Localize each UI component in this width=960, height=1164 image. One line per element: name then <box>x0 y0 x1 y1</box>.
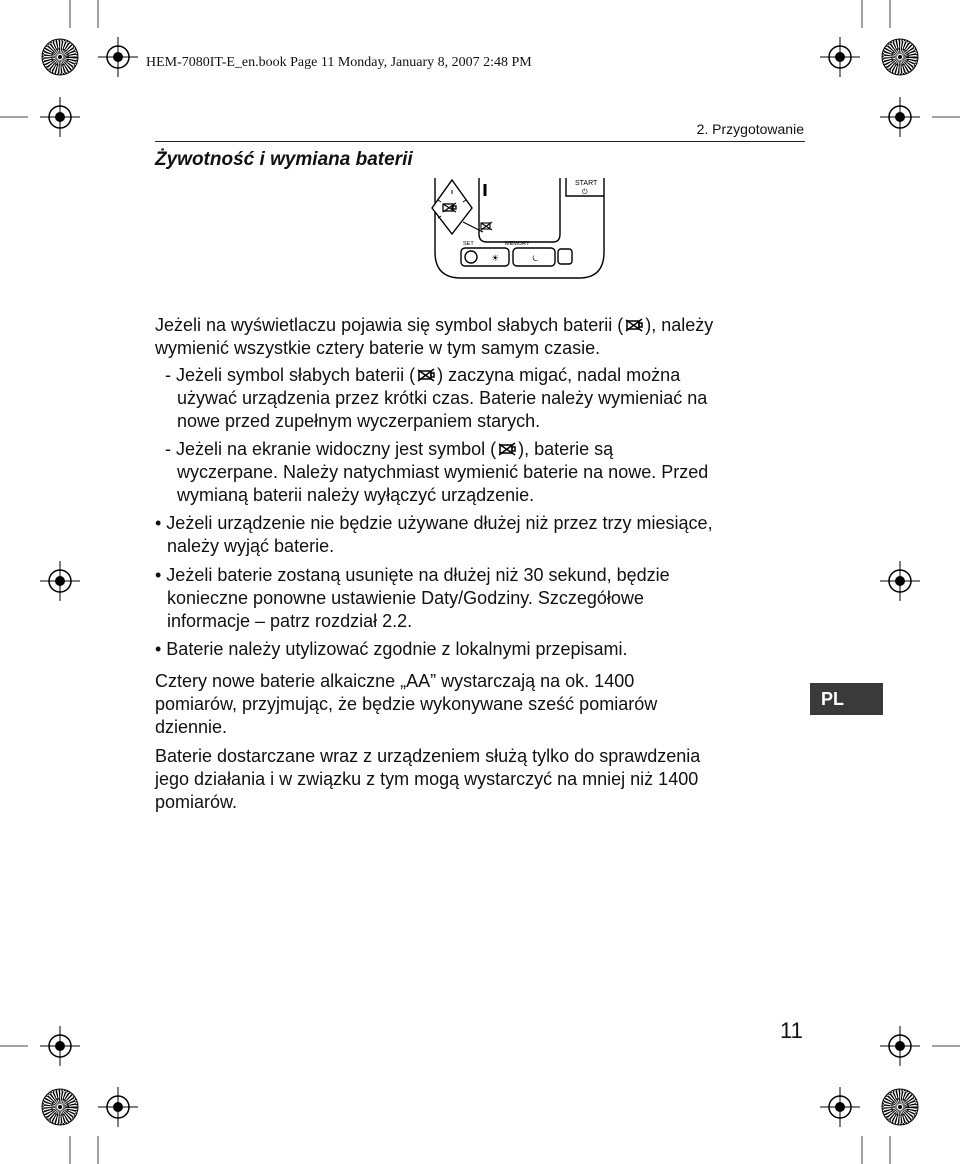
radial-target-icon <box>880 1087 920 1127</box>
svg-text:⏾: ⏾ <box>532 254 540 264</box>
language-tab: PL <box>810 683 883 715</box>
dash1-line-1: - Jeżeli symbol słabych baterii ( ) zaczyna migać, nadal można <box>165 365 681 385</box>
memory-label: MEMORY <box>505 241 530 247</box>
registration-mark-icon <box>820 1087 860 1127</box>
para2-line-3: pomiarów. <box>155 792 238 812</box>
section-title: Żywotność i wymiana baterii <box>155 149 413 170</box>
set-label: SET <box>463 241 474 247</box>
registration-mark-icon <box>40 97 80 137</box>
bullet1-line-2: należy wyjąć baterie. <box>167 536 335 556</box>
svg-text:☀: ☀ <box>491 254 500 264</box>
dash1-line-2: używać urządzenia przez krótki czas. Baterie należy wymieniać na <box>177 388 708 408</box>
para1-line-2: pomiarów, przyjmując, że będzie wykonywane sześć pomiarów <box>155 694 658 714</box>
para1-line-1: Cztery nowe baterie alkaiczne „AA” wystarczają na ok. 1400 <box>155 671 635 691</box>
radial-target-icon <box>40 37 80 77</box>
radial-target-icon <box>880 37 920 77</box>
device-illustration <box>425 172 610 287</box>
registration-mark-icon <box>880 1026 920 1066</box>
bullet2-line-3: informacje – patrz rozdział 2.2. <box>167 611 413 631</box>
dash2-line-1: - Jeżeli na ekranie widoczny jest symbol ( ), baterie są <box>165 439 614 459</box>
bullet1-line-1: • Jeżeli urządzenie nie będzie używane dłużej niż przez trzy miesiące, <box>155 513 713 533</box>
registration-mark-icon <box>40 561 80 601</box>
bullet3-line-1: • Baterie należy utylizować zgodnie z lokalnymi przepisami. <box>155 639 628 659</box>
dash1-line-3: nowe przed zupełnym wyczerpaniem starych. <box>177 411 541 431</box>
registration-mark-icon <box>98 37 138 77</box>
dash2-line-3: wymianą baterii należy wyłączyć urządzenie. <box>177 485 535 505</box>
battery-callout <box>432 180 492 234</box>
file-info: HEM-7080IT-E_en.book Page 11 Monday, January 8, 2007 2:48 PM <box>146 55 532 70</box>
para2-line-2: jego działania i w związku z tym mogą wystarczyć na mniej niż 1400 <box>155 769 699 789</box>
start-label: START <box>575 180 598 187</box>
header-rule <box>155 141 805 142</box>
low-battery-icon <box>416 368 436 382</box>
registration-mark-icon <box>820 37 860 77</box>
low-battery-icon <box>497 442 517 456</box>
dash2-line-2: wyczerpane. Należy natychmiast wymienić baterie na nowe. Przed <box>177 462 709 482</box>
registration-mark-icon <box>880 561 920 601</box>
para1-line-3: dziennie. <box>155 717 228 737</box>
intro-line-2: wymienić wszystkie cztery baterie w tym samym czasie. <box>155 338 601 358</box>
registration-mark-icon <box>98 1087 138 1127</box>
bullet2-line-2: konieczne ponowne ustawienie Daty/Godziny. Szczegółowe <box>167 588 644 608</box>
bullet2-line-1: • Jeżeli baterie zostaną usunięte na dłużej niż 30 sekund, będzie <box>155 565 670 585</box>
low-battery-icon <box>624 318 644 332</box>
para2-line-1: Baterie dostarczane wraz z urządzeniem służą tylko do sprawdzenia <box>155 746 701 766</box>
registration-mark-icon <box>880 97 920 137</box>
page-number: 11 <box>780 1018 803 1043</box>
svg-text:⏻: ⏻ <box>582 189 588 196</box>
radial-target-icon <box>40 1087 80 1127</box>
intro-line-1: Jeżeli na wyświetlaczu pojawia się symbol słabych baterii ( ), należy <box>155 315 714 335</box>
registration-mark-icon <box>40 1026 80 1066</box>
chapter-title: 2. Przygotowanie <box>696 121 804 137</box>
